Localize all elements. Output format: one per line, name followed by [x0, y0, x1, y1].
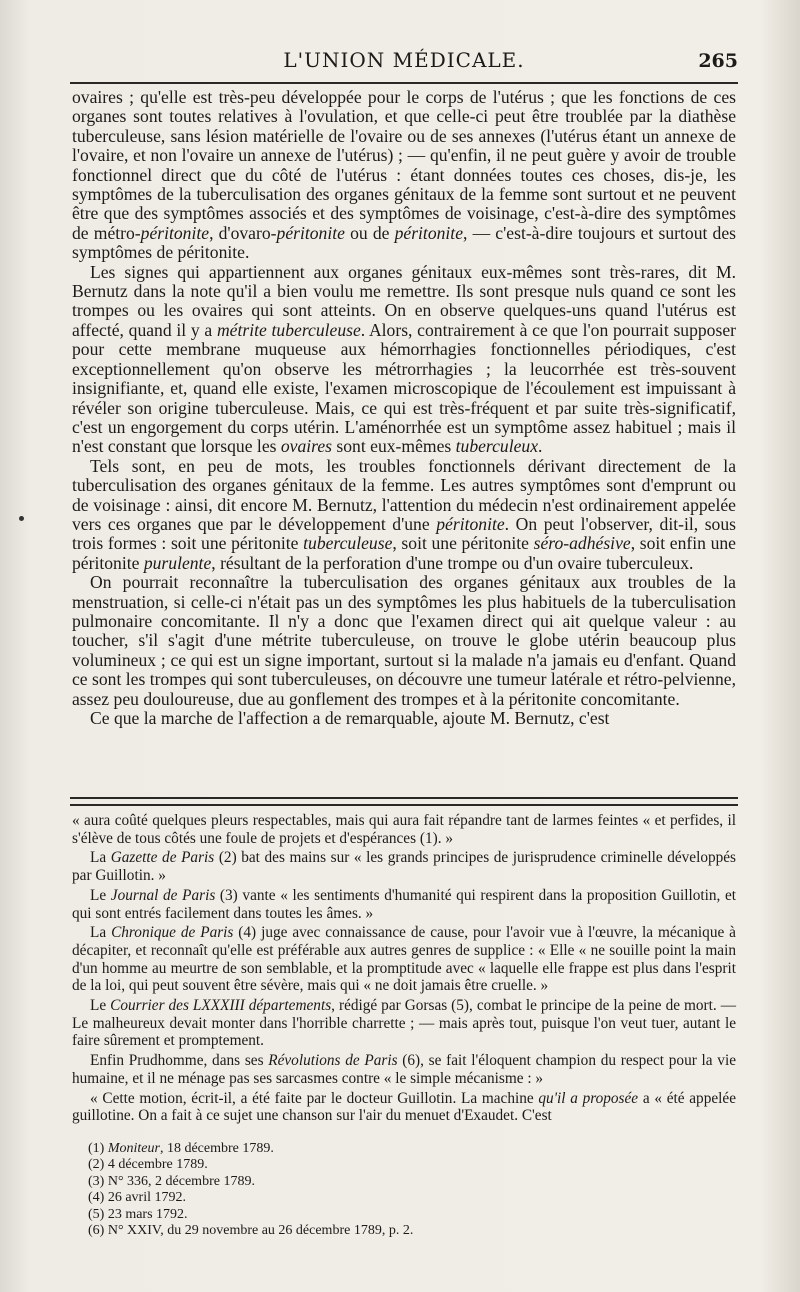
- text-run: (3) vante « les sentiments d'humanité qui respirent dans la proposition Guillotin, et qui sont entrés facilement dans toutes les âmes. »: [72, 886, 737, 922]
- text-run: sont eux-mêmes: [332, 436, 456, 457]
- italic-text: tuberculeuse: [303, 533, 393, 554]
- text-run: Le: [90, 886, 111, 904]
- page-header: [70, 44, 738, 74]
- italic-text: Révolutions de Paris: [268, 1052, 398, 1070]
- footnote-number: (5): [88, 1206, 105, 1222]
- footnotes: [88, 1141, 413, 1239]
- italic-text: Journal de Paris: [110, 886, 216, 904]
- footnote-number: (6): [88, 1223, 105, 1239]
- feuilleton-text: [72, 812, 736, 1127]
- text-run: a « été appelée guillotine. On a fait à ce sujet une chanson sur l'air du menuet d'Exaudet. C'est: [72, 1089, 736, 1125]
- feuilleton-paragraph: [72, 887, 736, 922]
- text-run: « Cette motion, écrit-il, a été faite par le docteur Guillotin. La machine: [90, 1089, 539, 1107]
- text-run: N° XXIV, du 29 novembre au 26 décembre 1789, p. 2.: [104, 1223, 414, 1239]
- text-run: (2) bat des mains sur « les grands principes de jurisprudence criminelle développés par Guillotin. »: [72, 849, 737, 885]
- text-run: On pourrait reconnaître la tuberculisation des organes génitaux aux troubles de la menstruation, si celle-ci n'était pas un des symptômes les plus habituels de la tuberculisation pulmonaire concomitante. Il n'y a donc que l'examen direct qui ait quelque valeur : au toucher, s'il s'agit d'une métrite tuberculeuse, on trouve le globe utérin beaucoup plus volumineux ; ce qui est un signe important, surtout si la malade n'a jamais eu d'enfant. Quand ce sont les trompes qui sont tuberculeuses, on découvre une tumeur latérale et rétro-pelvienne, assez peu douloureuse, due au gonflement des trompes et à la péritonite concomitante.: [72, 572, 736, 709]
- italic-text: purulente: [143, 552, 212, 573]
- main-paragraph: [72, 88, 736, 263]
- section-separator: [70, 797, 738, 806]
- feuilleton-paragraph: [72, 924, 736, 995]
- text-run: ou de: [344, 222, 395, 243]
- text-run: , soit une péritonite: [392, 533, 534, 554]
- main-paragraph: [72, 457, 736, 573]
- text-run: , d'ovaro-: [209, 222, 277, 243]
- footnote-number: (1): [88, 1141, 105, 1156]
- feuilleton-paragraph: [72, 812, 736, 847]
- footnote-number: (3): [88, 1173, 105, 1189]
- text-run: Enfin Prudhomme, dans ses: [90, 1052, 269, 1070]
- text-run: .: [538, 436, 543, 457]
- text-run: 23 mars 1792.: [104, 1206, 188, 1222]
- main-paragraph: [72, 573, 736, 709]
- italic-text: qu'il a proposée: [538, 1089, 639, 1107]
- feuilleton-paragraph: [72, 1052, 736, 1087]
- header-rule: [70, 82, 738, 84]
- feuilleton-paragraph: [72, 1090, 736, 1125]
- footnote: [88, 1190, 413, 1206]
- text-run: ovaires ; qu'elle est très-peu développée pour le corps de l'utérus ; que les fonctions de ces organes sont toutes relatives à l'ovulation, et que celle-ci peut être troublée par la diathèse tuberculeuse, sans lésion matérielle de l'ovaire ou de ses annexes (l'utérus étant un annexe de l'ovaire, et non l'ovaire un annexe de l'utérus) ; — qu'enfin, il ne peut guère y avoir de trouble fonctionnel direct que du côté de l'utérus : étant données toutes ces choses, dis-je, les symptômes de la tuberculisation des organes génitaux de la femme sont surtout et ne peuvent être que des symptômes associés et des symptômes de voisinage, c'est-à-dire des symptômes de métro-: [72, 87, 736, 243]
- text-run: , rédigé par Gorsas (5), combat le principe de la peine de mort. — Le malheureux devait monter dans l'horrible charrette ; — mais après tout, puisque l'on veut tuer, autant le faire sûrement et promptement.: [72, 997, 737, 1050]
- text-run: . On peut l'observer, dit-il, sous trois formes : soit une péritonite: [72, 513, 736, 554]
- feuilleton-paragraph: [72, 849, 736, 884]
- italic-text: séro-adhésive: [533, 533, 631, 554]
- page-number: 265: [698, 50, 738, 72]
- footnote: [88, 1157, 413, 1173]
- text-run: La: [90, 924, 112, 942]
- text-run: 4 décembre 1789.: [104, 1157, 208, 1173]
- text-run: (4) juge avec connaissance de cause, pour l'avoir vue à l'œuvre, la mécanique à décapiter, et reconnaît qu'elle est préférable aux autres genres de supplice : « Elle « ne souille point la main d'un homme au meurtre de son semblable, et la promptitude avec « laquelle elle frappe est plus dans l'esprit de la loi, qui peut souvent être sévère, mais qui « ne doit jamais être cruelle. »: [72, 924, 736, 995]
- footnote: [88, 1174, 413, 1190]
- italic-text: Chronique de Paris: [111, 924, 234, 942]
- text-run: « aura coûté quelques pleurs respectables, mais qui aura fait répandre tant de larmes feintes « et perfides, il s'élève de tous côtés une foule de projets et d'espérances (1). »: [72, 812, 736, 847]
- text-run: Le: [90, 997, 111, 1015]
- main-paragraph: [72, 709, 736, 728]
- italic-text: Gazette de Paris: [110, 849, 215, 867]
- text-run: . Alors, contrairement à ce que l'on pourrait supposer pour cette membrane muqueuse aux hémorrhagies fonctionnelles périodiques, c'est exceptionnellement qu'on observe les métrorrhagies ; la leucorrhée est très-souvent insignifiante, et, quand elle existe, l'examen microscopique de l'écoulement est impuissant à révéler son origine tuberculeuse. Mais, ce qui est très-fréquent et par suite très-significatif, c'est un engorgement du corps utérin. L'aménorrhée est un symptôme assez habituel ; mais il n'est constant que lorsque les: [72, 319, 736, 457]
- main-paragraph: [72, 263, 736, 457]
- text-run: , résultant de la perforation d'une trompe ou d'un ovaire tuberculeux.: [211, 552, 694, 573]
- text-run: N° 336, 2 décembre 1789.: [104, 1173, 255, 1189]
- text-run: (6), se fait l'éloquent champion du respect pour la vie humaine, et il ne ménage pas ses sarcasmes contre « le simple mécanisme : »: [72, 1052, 736, 1087]
- main-text: [72, 88, 736, 728]
- running-title: L'UNION MÉDICALE.: [283, 48, 525, 72]
- italic-text: Courrier des LXXXIII départements: [110, 997, 332, 1015]
- footnote: [88, 1223, 413, 1239]
- italic-text: Moniteur: [107, 1141, 160, 1156]
- footnote: [88, 1207, 413, 1223]
- text-run: , 18 décembre 1789.: [159, 1141, 274, 1156]
- italic-text: péritonite: [436, 513, 505, 534]
- text-run: Ce que la marche de l'affection a de remarquable, ajoute M. Bernutz, c'est: [90, 708, 610, 728]
- italic-text: péritonite: [276, 222, 345, 243]
- footnote-number: (4): [88, 1190, 105, 1206]
- italic-text: péritonite: [140, 222, 210, 243]
- italic-text: péritonite: [394, 222, 464, 243]
- text-run: , soit enfin une péritonite: [72, 533, 736, 573]
- footnote: [88, 1141, 413, 1157]
- text-run: 26 avril 1792.: [104, 1190, 186, 1206]
- text-run: Tels sont, en peu de mots, les troubles fonctionnels dérivant directement de la tuberculisation des organes génitaux de la femme. Les autres symptômes sont d'emprunt ou de voisinage : ainsi, dit encore M. Bernutz, l'attention du médecin n'est ordinairement appelée vers ces organes que par le développement d'une: [72, 455, 736, 534]
- italic-text: métrite tuberculeuse: [216, 319, 361, 340]
- margin-mark: [19, 516, 24, 521]
- italic-text: ovaires: [280, 436, 333, 457]
- feuilleton-paragraph: [72, 997, 736, 1050]
- footnote-number: (2): [88, 1157, 105, 1173]
- text-run: , — c'est-à-dire toujours et surtout des symptômes de péritonite.: [72, 222, 736, 263]
- italic-text: tuberculeux: [455, 436, 539, 457]
- text-run: Les signes qui appartiennent aux organes génitaux eux-mêmes sont très-rares, dit M. Bernutz dans la note qu'il a bien voulu me remettre. Ils sont presque nuls quand ce sont les trompes ou les ovaires qui sont atteints. On en observe quelques-uns quand l'utérus est affecté, quand il y a: [72, 261, 736, 340]
- text-run: La: [90, 849, 111, 867]
